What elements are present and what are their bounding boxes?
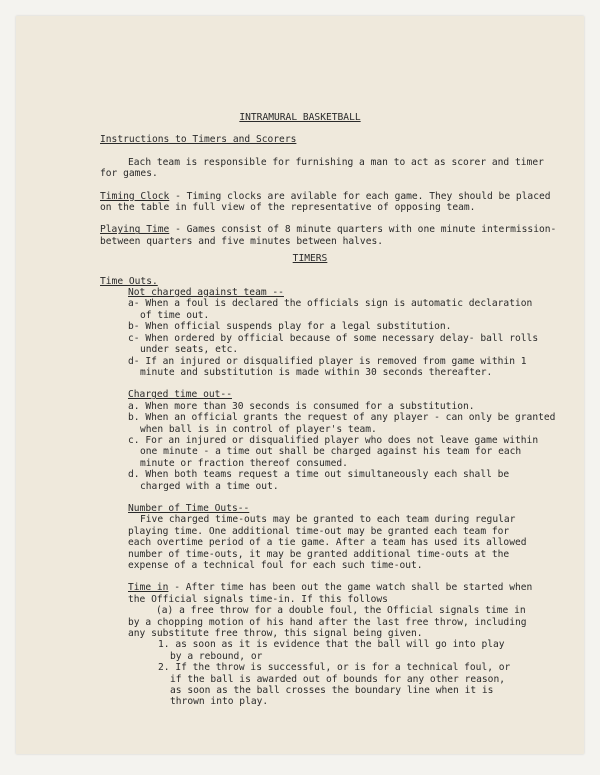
time-in-label: Time in [128, 582, 169, 594]
time-in-item-2-cont-1: if the ball is awarded out of bounds for any other reason, [170, 673, 506, 685]
charged-item-c-cont-1: one minute - a time out shall be charged against his team for each [140, 446, 522, 458]
time-in-item-1-cont: by a rebound, or [170, 650, 263, 662]
not-charged-item-d-cont: minute and substitution is made within 30 seconds thereafter. [140, 366, 493, 378]
instructions-heading: Instructions to Timers and Scorers [100, 134, 297, 146]
playing-time-label: Playing Time [100, 224, 170, 236]
charged-item-b-cont: when ball is in control of player's team. [140, 423, 377, 435]
number-time-outs-heading: Number of Time Outs-- [128, 502, 250, 514]
timing-clock-label: Timing Clock [100, 190, 170, 202]
charged-item-d: d. When both teams request a time out simultaneously each shall be [128, 469, 510, 481]
not-charged-item-a-cont: of time out. [140, 309, 210, 321]
not-charged-item-b: b- When official suspends play for a legal substitution. [128, 321, 452, 333]
charged-item-d-cont: charged with a time out. [140, 480, 279, 492]
not-charged-item-a: a- When a foul is declared the officials sign is automatic declaration [128, 298, 533, 310]
intro-line-1: Each team is responsible for furnishing a man to act as scorer and timer [128, 156, 544, 168]
time-in-line-5: any substitute free throw, this signal being given. [128, 628, 423, 640]
number-time-outs-line-2: playing time. One additional time-out may be granted each team for [128, 525, 510, 537]
document-page [16, 16, 584, 754]
number-time-outs-line-4: number of time-outs, it may be granted additional time-outs at the [128, 548, 510, 560]
not-charged-item-d: d- If an injured or disqualified player is removed from game within 1 [128, 355, 527, 367]
number-time-outs-line-1: Five charged time-outs may be granted to each team during regular [140, 514, 516, 526]
charged-item-b: b. When an official grants the request of any player - can only be granted [128, 412, 556, 424]
timing-clock-line-2: on the table in full view of the representative of opposing team. [100, 202, 476, 214]
time-outs-heading: Time Outs. [100, 275, 158, 287]
charged-item-c-cont-2: minute or fraction thereof consumed. [140, 457, 348, 469]
time-in-line-4: by a chopping motion of his hand after the last free throw, including [128, 616, 527, 628]
timing-clock-line-1: Timing Clock - Timing clocks are avilable for each game. They should be placed [100, 190, 551, 202]
time-in-item-2-cont-2: as soon as the ball crosses the boundary line when it is [170, 685, 494, 697]
playing-time-line-1: Playing Time - Games consist of 8 minute quarters with one minute intermission- [100, 224, 557, 236]
timers-heading: TIMERS [292, 253, 328, 265]
intro-line-2: for games. [100, 168, 158, 180]
charged-item-a: a. When more than 30 seconds is consumed for a substitution. [128, 400, 475, 412]
charged-item-c: c. For an injured or disqualified player who does not leave game within [128, 434, 539, 446]
time-in-item-1: 1. as soon as it is evidence that the ball will go into play [158, 639, 505, 651]
document-body [100, 112, 557, 708]
not-charged-item-c: c- When ordered by official because of some necessary delay- ball rolls [128, 332, 539, 344]
number-time-outs-line-3: each overtime period of a tie game. After a team has used its allowed [128, 537, 527, 549]
number-time-outs-line-5: expense of a technical foul for each such time-out. [128, 560, 423, 571]
time-in-item-2: 2. If the throw is successful, or is for a technical foul, or [158, 662, 511, 674]
charged-heading: Charged time out-- [128, 389, 232, 401]
time-in-line-1: Time in - After time has been out the game watch shall be started when [128, 582, 533, 594]
playing-time-line-2: between quarters and five minutes between halves. [100, 235, 384, 247]
not-charged-item-c-cont: under seats, etc. [140, 344, 239, 356]
time-in-line-2: the Official signals time-in. If this follows [128, 593, 388, 605]
not-charged-heading: Not charged against team -- [128, 287, 284, 299]
time-in-item-2-cont-3: thrown into play. [170, 696, 269, 708]
document-title: INTRAMURAL BASKETBALL [239, 112, 361, 123]
time-in-line-3: (a) a free throw for a double foul, the Official signals time in [156, 605, 526, 617]
